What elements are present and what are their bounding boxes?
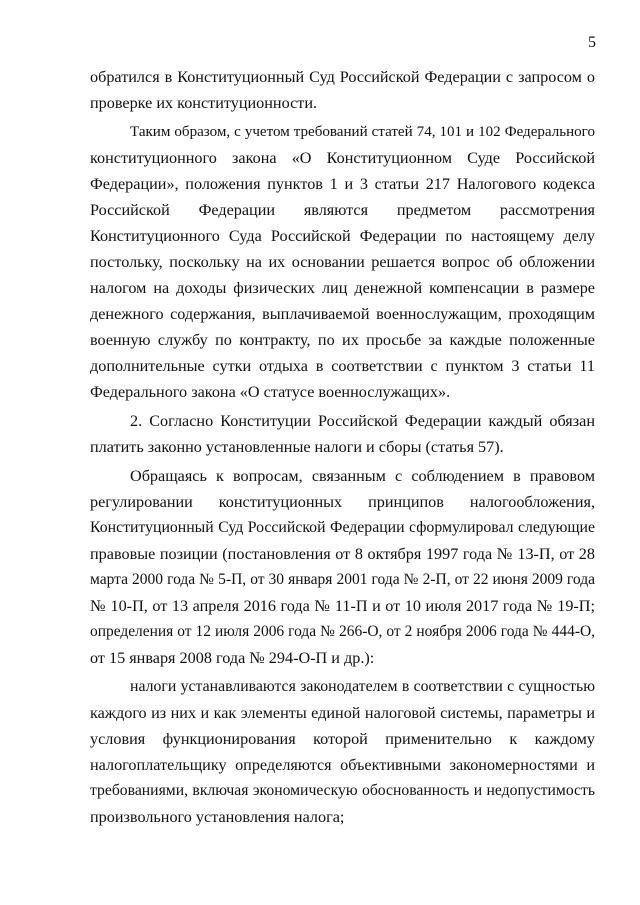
text-line: регулировании конституционных принципов налогообложения,	[90, 493, 595, 511]
text-line: требованиями, включая экономическую обоснованность и недопустимость	[90, 782, 595, 799]
text-line: марта 2000 года № 5-П, от 30 января 2001 года № 2-П, от 22 июня 2009 года	[90, 571, 595, 588]
text-line: платить законно установленные налоги и сборы (статья 57).	[90, 438, 504, 456]
text-line: конституционного закона «О Конституционном Суде Российской	[90, 149, 595, 167]
text-line: налогоплательщику определяются объективными закономерностями и	[90, 756, 595, 774]
text-line: правовые позиции (постановления от 8 октября 1997 года № 13-П, от 28	[90, 545, 595, 563]
text-line: Обращаясь к вопросам, связанным с соблюдением в правовом	[130, 467, 595, 485]
text-line: условия функционирования которой применительно к каждому	[90, 730, 595, 748]
text-line: дополнительные сутки отдыха в соответствии с пунктом 3 статьи 11	[90, 357, 595, 375]
text-line: определения от 12 июля 2006 года № 266-О, от 2 ноября 2006 года № 444-О,	[90, 623, 595, 640]
paragraph	[90, 463, 595, 671]
text-line: № 10-П, от 13 апреля 2016 года № 11-П и от 10 июля 2017 года № 19-П;	[90, 597, 595, 615]
text-line: произвольного установления налога;	[90, 808, 345, 826]
text-line: военную службу по контракту, по их просьбе за каждые положенные	[90, 331, 595, 349]
paragraph	[90, 408, 595, 460]
text-line: налоги устанавливаются законодателем в соответствии с сущностью	[130, 678, 595, 695]
paragraph	[90, 119, 595, 405]
text-line: денежного содержания, выплачиваемой военнослужащим, проходящим	[90, 305, 595, 323]
text-line: постольку, поскольку на их основании решается вопрос об обложении	[90, 253, 595, 271]
text-line: Федерального закона «О статусе военнослужащих».	[90, 383, 451, 401]
text-line: от 15 января 2008 года № 294-О-П и др.):	[90, 649, 375, 667]
text-line: Федерации», положения пунктов 1 и 3 статьи 217 Налогового кодекса	[90, 175, 595, 193]
text-line: Конституционный Суд Российской Федерации сформулировал следующие	[90, 519, 595, 536]
text-line: Конституционного Суда Российской Федерации по настоящему делу	[90, 227, 595, 245]
text-line: проверке их конституционности.	[90, 94, 318, 112]
text-line: 2. Согласно Конституции Российской Федерации каждый обязан	[130, 412, 595, 430]
text-line: обратился в Конституционный Суд Российской Федерации с запросом о	[90, 68, 595, 86]
page-number: 5	[588, 34, 596, 51]
text-line: Таким образом, с учетом требований статей 74, 101 и 102 Федерального	[130, 124, 595, 140]
body-text	[90, 64, 595, 830]
paragraph	[90, 674, 595, 830]
paragraph	[90, 64, 595, 116]
text-line: каждого из них и как элементы единой налоговой системы, параметры и	[90, 704, 595, 722]
text-line: налогом на доходы физических лиц денежной компенсации в размере	[90, 279, 595, 297]
text-line: Российской Федерации являются предметом рассмотрения	[90, 201, 595, 219]
